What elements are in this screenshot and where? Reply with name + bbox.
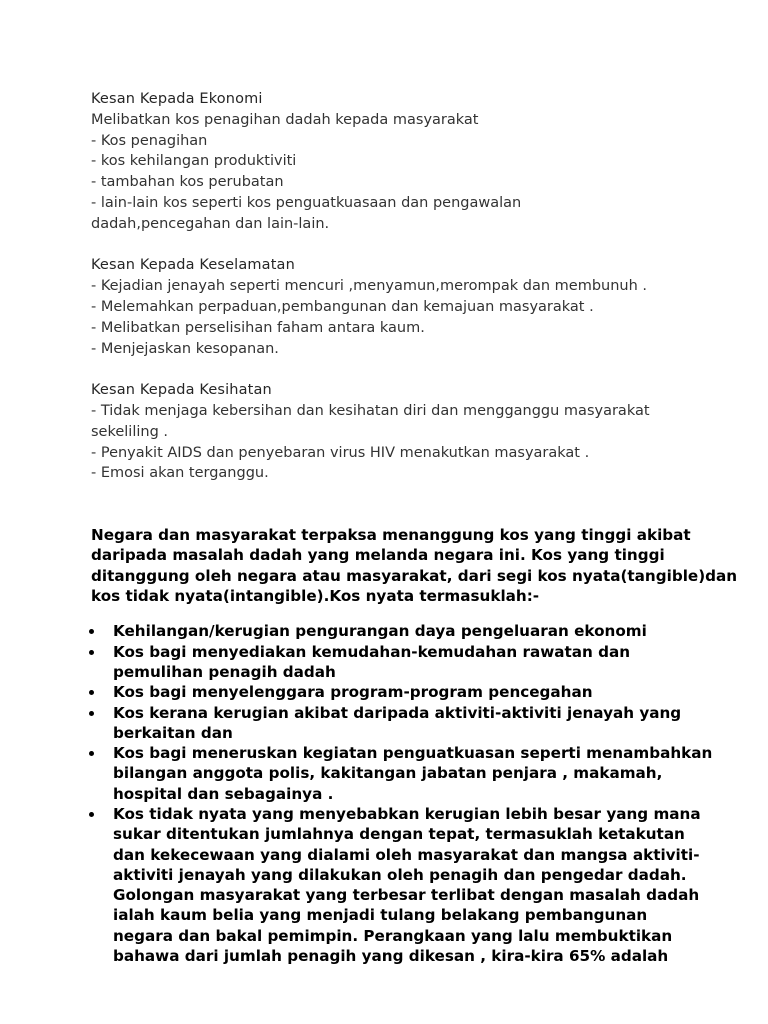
bullet-icon [89,812,94,817]
text-line: dadah,pencegahan dan lain-lain. [91,215,330,232]
section-keselamatan [91,255,708,359]
bullet-icon [89,650,94,655]
bullet-icon [89,629,94,634]
list-item [67,804,708,966]
text-line: - Penyakit AIDS dan penyebaran virus HIV menakutkan masyarakat . [91,444,590,461]
text-line: - Melemahkan perpaduan,pembangunan dan kemajuan masyarakat . [91,298,594,315]
bullet-icon [89,690,94,695]
list-item-line: Kos tidak nyata yang menyebabkan kerugian lebih besar yang mana [113,805,701,823]
list-item-line: berkaitan dan [113,723,233,742]
bullet-list [91,621,713,966]
text-line: - tambahan kos perubatan [91,174,284,191]
bullet-icon [89,751,94,756]
list-item [67,682,708,702]
section-heading: Kesan Kepada Kesihatan [91,382,272,399]
list-item-line: Kos kerana kerugian akibat daripada aktiviti-aktiviti jenayah yang [113,703,682,722]
paragraph-line: kos tidak nyata(intangible).Kos nyata termasuklah:- [91,587,540,606]
list-item-line: dan kekecewaan yang dialami oleh masyarakat dan mangsa aktiviti- [113,845,700,864]
text-line: sekeliling . [91,423,169,440]
text-line: - Emosi akan terganggu. [91,465,269,482]
text-line: - kos kehilangan produktiviti [91,153,297,170]
list-item [67,642,708,683]
text-line: - lain-lain kos seperti kos penguatkuasaan dan pengawalan [91,194,522,211]
spacer [91,235,708,256]
list-item-line: Kos bagi menyediakan kemudahan-kemudahan rawatan dan [113,642,631,661]
paragraph-line: Negara dan masyarakat terpaksa menanggung kos yang tinggi akibat [91,526,691,545]
list-item-line: negara dan bakal pemimpin. Perangkaan yang lalu membuktikan [113,926,673,945]
text-line: - Melibatkan perselisihan faham antara kaum. [91,319,425,336]
list-item-line: Kehilangan/kerugian pengurangan daya pengeluaran ekonomi [113,622,647,641]
section-heading: Kesan Kepada Keselamatan [91,257,295,274]
section-ekonomi [91,89,708,235]
bullet-icon [89,711,94,716]
text-line: - Menjejaskan kesopanan. [91,340,279,357]
paragraph-line: ditanggung oleh negara atau masyarakat, dari segi kos nyata(tangible)dan [91,566,738,585]
list-item-line: ialah kaum belia yang menjadi tulang belakang pembangunan [113,906,648,925]
list-item-line: pemulihan penagih dadah [113,662,336,681]
section-heading: Kesan Kepada Ekonomi [91,91,263,107]
list-item-line: sukar ditentukan jumlahnya dengan tepat, termasuklah ketakutan [113,825,685,844]
text-line: - Kejadian jenayah seperti mencuri ,menyamun,merompak dan membunuh . [91,278,647,295]
section-kesihatan [91,380,708,484]
list-item-line: bahawa dari jumlah penagih yang dikesan , kira-kira 65% adalah [113,947,669,966]
spacer [91,484,708,525]
list-item-line: bilangan anggota polis, kakitangan jabatan penjara , makamah, [113,764,663,783]
list-item [67,621,708,641]
list-item-line: hospital dan sebagainya . [113,784,334,803]
list-item [67,743,713,804]
text-line: Melibatkan kos penagihan dadah kepada masyarakat [91,111,479,128]
list-item-line: Golongan masyarakat yang terbesar terlibat dengan masalah dadah [113,886,700,905]
list-item [67,703,708,744]
spacer [91,359,708,380]
list-item-line: Kos bagi menyelenggara program-program pencegahan [113,683,593,702]
text-line: - Kos penagihan [91,132,208,149]
paragraph-line: daripada masalah dadah yang melanda negara ini. Kos yang tinggi [91,546,665,565]
body-paragraph [91,525,738,606]
list-item-line: aktiviti jenayah yang dilakukan oleh penagih dan pengedar dadah. [113,865,687,884]
list-item-line: Kos bagi meneruskan kegiatan penguatkuasan seperti menambahkan [113,744,713,763]
text-line: - Tidak menjaga kebersihan dan kesihatan diri dan mengganggu masyarakat [91,402,650,419]
